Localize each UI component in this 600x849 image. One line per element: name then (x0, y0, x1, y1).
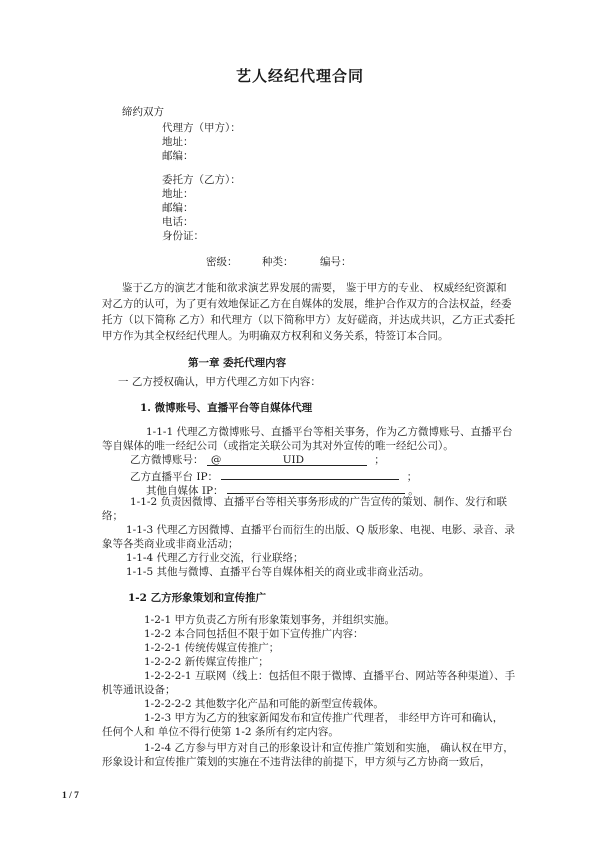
page-number: 1 / 7 (62, 791, 79, 801)
party-a-label: 代理方（甲方）： (162, 122, 241, 134)
clause-line: 1-1-4 代理乙方行业交流，行业联络； (126, 552, 304, 564)
other-label: 其他自媒体 IP： (146, 485, 224, 497)
weibo-uid: UID (282, 454, 305, 466)
live-platform-field (221, 468, 399, 480)
weibo-at: @ (210, 454, 222, 466)
page-title: 艺人经纪代理合同 (235, 67, 364, 85)
subsection-heading: 1-2 乙方形象策划和宣传推广 (128, 592, 267, 604)
weibo-account-field (207, 454, 367, 466)
party-b-address: 地址： (162, 188, 194, 200)
clause-line: 1-1-2 负责因微博、直播平台等相关事务形成的广告宣传的策划、制作、发行和联 (130, 496, 507, 508)
intro-line: 甲方作为其全权经纪代理人。为明确双方权利和义务关系，特签订本合同。 (102, 330, 449, 342)
meta-type: 种类： (262, 256, 294, 268)
clause-line: 象等各类商业或非商业活动； (102, 538, 239, 550)
clause-line: 1-1-1 代理乙方微博账号、直播平台等相关事务，作为乙方微博账号、直播平台 (146, 426, 513, 438)
meta-number: 编号： (320, 256, 352, 268)
clause-line: 1-2-1 甲方负责乙方所有形象策划事务，并组织实施。 (144, 614, 395, 626)
party-a-address: 地址： (162, 136, 194, 148)
clause-line: 1-2-3 甲方为乙方的独家新闻发布和宣传推广代理者， 非经甲方许可和确认， (144, 712, 504, 724)
weibo-label: 乙方微博账号： (130, 454, 204, 466)
parties-heading: 缔约双方 (122, 106, 164, 118)
party-b-id: 身份证： (162, 230, 204, 242)
meta-secret: 密级： (206, 256, 238, 268)
party-b-postcode: 邮编： (162, 202, 194, 214)
party-a-postcode: 邮编： (162, 150, 194, 162)
clause-line: 1-1-3 代理乙方因微博、直播平台而衍生的出版、Q 版形象、电视、电影、录音、录 (126, 524, 515, 536)
clause-line: 机等通讯设备； (102, 684, 176, 696)
clause-line: 1-2-2-1 传统传媒宣传推广； (144, 642, 280, 654)
weibo-account-line (130, 454, 385, 467)
section-heading: 一 乙方授权确认，甲方代理乙方如下内容： (118, 376, 321, 388)
clause-line: 络； (102, 510, 123, 522)
live-semicolon: ； (406, 471, 418, 483)
other-period: 。 (408, 485, 419, 497)
party-b-phone: 电话： (162, 216, 194, 228)
clause-line: 任何个人和 单位不得行使第 1-2 条所有约定内容。 (102, 726, 339, 738)
other-media-field (227, 482, 405, 494)
intro-line: 鉴于乙方的演艺才能和欲求演艺界发展的需要， 鉴于甲方的专业、 权威经纪资源和 (122, 282, 507, 294)
clause-line: 1-2-2 本合同包括但不限于如下宣传推广内容： (144, 628, 364, 640)
party-b-label: 委托方（乙方）： (162, 174, 241, 186)
chapter-heading: 第一章 委托代理内容 (188, 357, 287, 369)
live-label: 乙方直播平台 IP： (130, 471, 219, 483)
intro-line: 托方（以下简称 乙方）和代理方（以下简称甲方）友好磋商，并达成共识，乙方正式委托 (102, 314, 515, 326)
clause-line: 1-1-5 其他与微博、直播平台等自媒体相关的商业或非商业活动。 (126, 566, 430, 578)
clause-line: 1-2-2-2 新传媒宣传推广； (144, 656, 269, 668)
clause-line: 1-2-4 乙方参与甲方对自己的形象设计和宣传推广策划和实施， 确认权在甲方， (144, 742, 514, 754)
clause-line: 等自媒体的唯一经纪公司（或指定关联公司为其对外宣传的唯一经纪公司）。 (102, 440, 454, 452)
intro-line: 对乙方的认可，为了更有效地保证乙方在自媒体的发展，维护合作双方的合法权益，经委 (102, 298, 512, 310)
clause-line: 1-2-2-2-2 其他数字化产品和可能的新型宣传载体。 (144, 698, 384, 710)
weibo-semicolon: ； (374, 454, 385, 466)
clause-line: 形象设计和宣传推广策划的实施在不违背法律的前提下，甲方须与乙方协商一致后， (102, 756, 491, 768)
subsection-heading: 1. 微博账号、直播平台等自媒体代理 (140, 402, 313, 414)
clause-line: 1-2-2-2-1 互联网（线上：包括但不限于微博、直播平台、网站等各种渠道）、手 (144, 670, 516, 682)
